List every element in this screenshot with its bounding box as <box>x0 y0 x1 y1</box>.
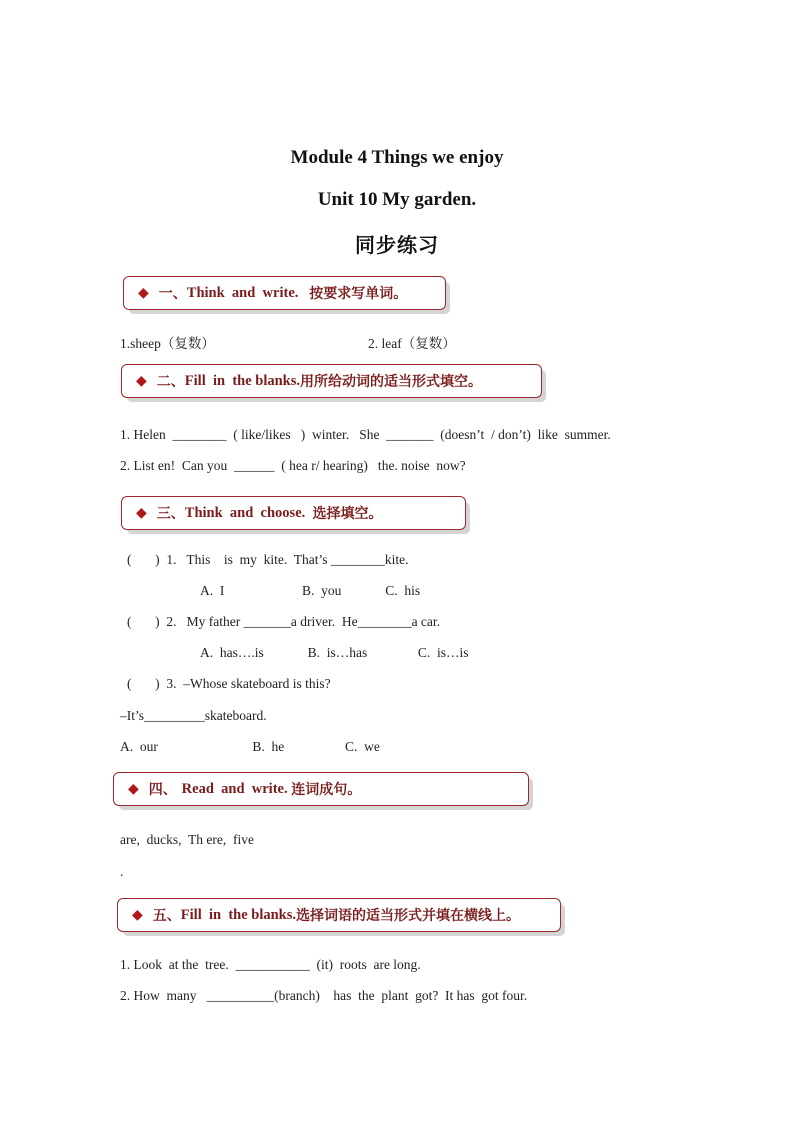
sync-practice-title: 同步练习 <box>355 233 439 257</box>
diamond-icon: ◆ <box>138 285 149 301</box>
section-title-en: Read and write. <box>181 780 292 797</box>
part1-question-2: 2. leaf（复数） <box>368 336 456 351</box>
diamond-icon: ◆ <box>136 505 147 521</box>
section-number: 五、 <box>152 908 181 924</box>
section-title-zh: 连词成句。 <box>291 782 362 798</box>
module-title: Module 4 Things we enjoy <box>290 147 504 168</box>
part2-question-2: 2. List en! Can you ______ ( hea r/ hearing) the. noise now? <box>120 458 466 473</box>
part3-question-1: ( ) 1. This is my kite. That’s ________kite. <box>127 552 409 567</box>
part1-question-1: 1.sheep（复数） <box>120 336 215 351</box>
diamond-icon: ◆ <box>136 373 147 389</box>
section-number: 一、 <box>158 286 187 302</box>
part3-question-2: ( ) 2. My father _______a driver. He________a car. <box>127 614 441 629</box>
section-title-en: Think and choose. <box>184 504 313 521</box>
part2-question-1: 1. Helen ________ ( like/likes ) winter. She _______ (doesn’t / don’t) like summer. <box>120 427 611 442</box>
section-title-en: Fill in the blanks. <box>180 906 297 923</box>
diamond-icon: ◆ <box>128 781 139 797</box>
part3-question-3-options: A. our B. he C. we <box>120 739 380 754</box>
part3-question-3: ( ) 3. –Whose skateboard is this? <box>127 676 331 691</box>
section-2-header <box>121 364 542 398</box>
part5-question-1: 1. Look at the tree. ___________ (it) roots are long. <box>120 957 421 972</box>
section-3-header <box>121 496 466 530</box>
section-title-en: Fill in the blanks. <box>184 372 301 389</box>
part3-question-3-reply: –It’s_________skateboard. <box>120 708 267 723</box>
part4-answer-line: . <box>120 864 124 879</box>
section-number: 三、 <box>156 506 185 522</box>
section-5-header <box>117 898 561 932</box>
section-title-zh: 选择填空。 <box>312 506 383 522</box>
section-title-en: Think and write. <box>186 284 310 301</box>
section-4-header <box>113 772 529 806</box>
part3-question-2-options: A. has….is B. is…has C. is…is <box>200 645 469 660</box>
section-title-zh: 选择词语的适当形式并填在横线上。 <box>296 908 521 924</box>
section-title-zh: 用所给动词的适当形式填空。 <box>300 374 483 390</box>
section-title-zh: 按要求写单词。 <box>309 286 408 302</box>
section-number: 四、 <box>148 782 182 798</box>
part4-word-list: are, ducks, Th ere, five <box>120 832 254 847</box>
part5-question-2: 2. How many __________(branch) has the plant got? It has got four. <box>120 988 528 1003</box>
unit-title: Unit 10 My garden. <box>317 189 477 210</box>
section-number: 二、 <box>156 374 185 390</box>
part3-question-1-options: A. I B. you C. his <box>200 583 421 598</box>
diamond-icon: ◆ <box>132 907 143 923</box>
section-1-header <box>123 276 446 310</box>
